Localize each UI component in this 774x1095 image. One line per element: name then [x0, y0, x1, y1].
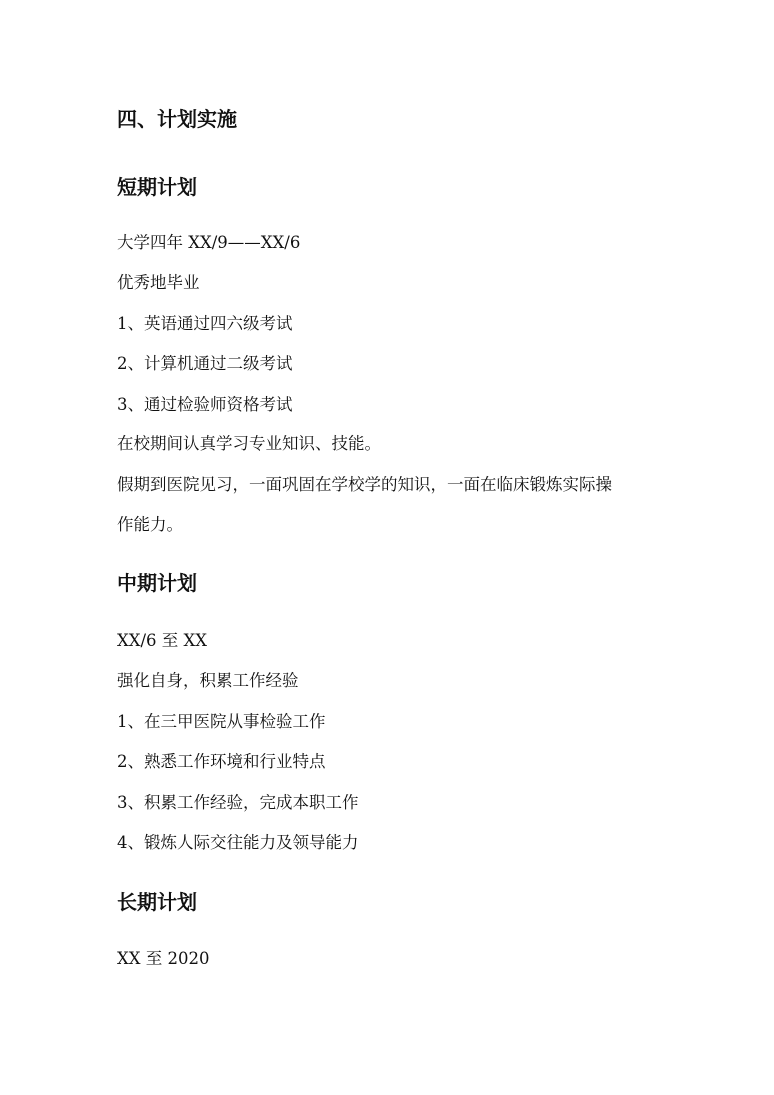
- short-term-item-2: 2、计算机通过二级考试: [117, 354, 293, 373]
- mid-term-item-4: 4、锻炼人际交往能力及领导能力: [117, 833, 359, 852]
- mid-term-item-1: 1、在三甲医院从事检验工作: [117, 712, 326, 731]
- mid-term-item-2: 2、熟悉工作环境和行业特点: [117, 752, 326, 771]
- mid-term-heading: 中期计划: [117, 571, 197, 595]
- mid-term-period: XX/6 至 XX: [117, 631, 208, 650]
- short-term-period: 大学四年 XX/9——XX/6: [117, 233, 301, 252]
- long-term-period: XX 至 2020: [117, 949, 210, 968]
- short-term-item-3: 3、通过检验师资格考试: [117, 395, 293, 414]
- section-title: 四、计划实施: [117, 107, 237, 131]
- short-term-item-1: 1、英语通过四六级考试: [117, 314, 293, 333]
- short-term-heading: 短期计划: [117, 175, 197, 199]
- short-term-note-2-line-2: 作能力。: [117, 515, 183, 534]
- short-term-note-1: 在校期间认真学习专业知识、技能。: [117, 434, 381, 453]
- mid-term-goal: 强化自身，积累工作经验: [117, 671, 299, 690]
- short-term-goal: 优秀地毕业: [117, 273, 200, 292]
- long-term-heading: 长期计划: [117, 890, 197, 914]
- short-term-note-2-line-1: 假期到医院见习，一面巩固在学校学的知识，一面在临床锻炼实际操: [117, 475, 612, 494]
- mid-term-item-3: 3、积累工作经验，完成本职工作: [117, 793, 359, 812]
